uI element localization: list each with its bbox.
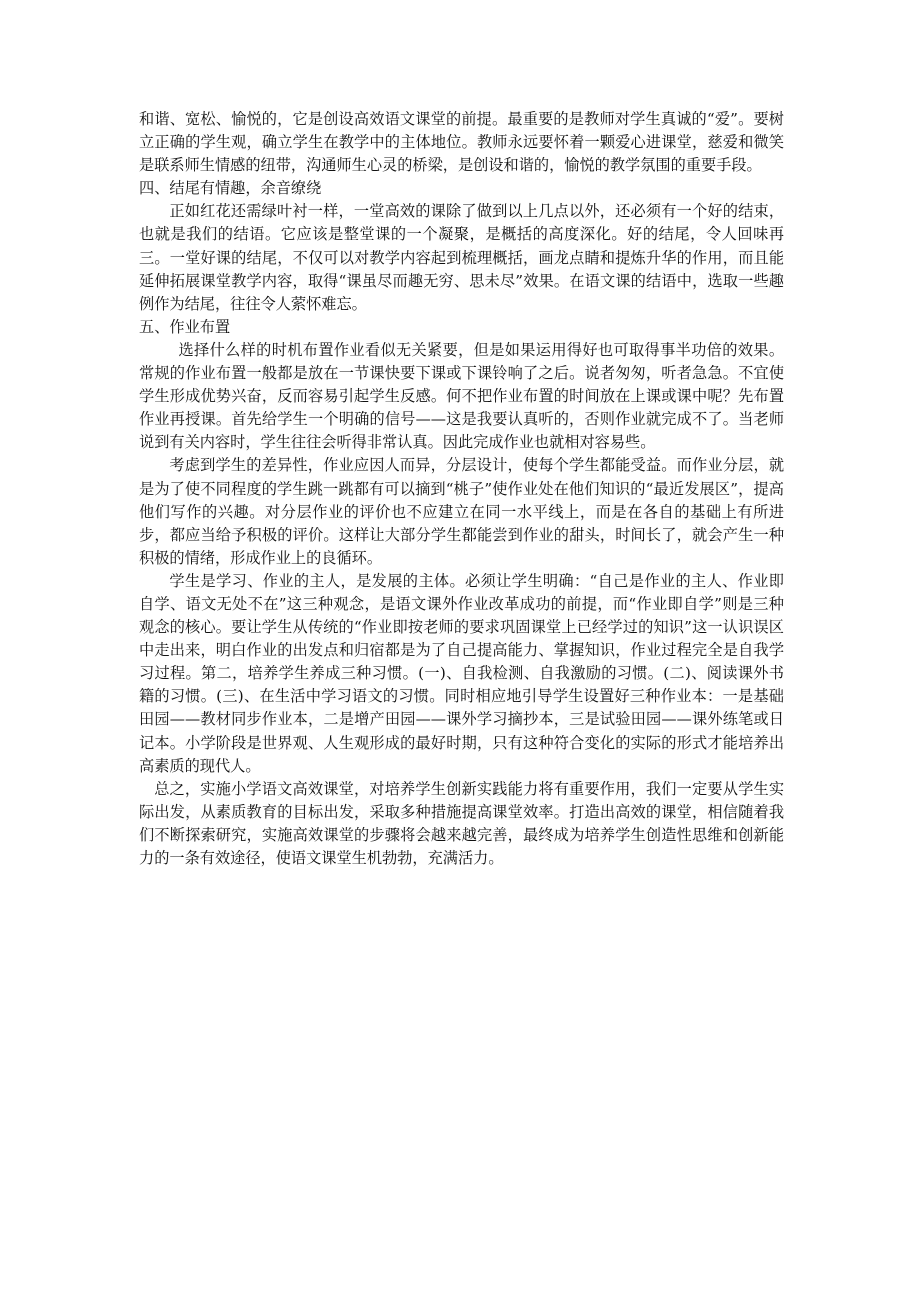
- section-heading-homework: 五、作业布置: [139, 317, 231, 336]
- paragraph-harmony: 和谐、宽松、愉悦的，它是创设高效语文课堂的前提。最重要的是教师对学生真诚的“爱”。要树立正确的学生观，确立学生在教学中的主体地位。教师永远要怀着一颗爱心进课堂，慈爱和微笑是联系师生情感的纽带，沟通师生心灵的桥梁，是创设和谐的，愉悦的教学氛围的重要手段。: [139, 110, 784, 175]
- paragraph-homework-timing: 选择什么样的时机布置作业看似无关紧要，但是如果运用得好也可取得事半功倍的效果。常规的作业布置一般都是放在一节课快要下课或下课铃响了之后。说者匆匆，听者急急。不宜使学生形成优势兴奋，反而容易引起学生反感。何不把作业布置的时间放在上课或课中呢？先布置作业再授课。首先给学生一个明确的信号——这是我要认真听的，否则作业就完成不了。当老师说到有关内容时，学生往往会听得非常认真。因此完成作业也就相对容易些。: [139, 340, 784, 452]
- section-heading-ending: 四、结尾有情趣，余音缭绕: [139, 179, 322, 198]
- paragraph-student-subject: 学生是学习、作业的主人，是发展的主体。必须让学生明确：“自己是作业的主人、作业即自学、语文无处不在”这三种观念，是语文课外作业改革成功的前提，而“作业即自学”则是三种观念的核心。要让学生从传统的“作业即按老师的要求巩固课堂上已经学过的知识”这一认识误区中走出来，明白作业的出发点和归宿都是为了自己提高能力、掌握知识，作业过程完全是自我学习过程。第二，培养学生养成三种习惯。(一)、自我检测、自我激励的习惯。(二)、阅读课外书籍的习惯。(三)、在生活中学习语文的习惯。同时相应地引导学生设置好三种作业本：一是基础田园——教材同步作业本，二是增产田园——课外学习摘抄本，三是试验田园——课外练笔或日记本。小学阶段是世界观、人生观形成的最好时期，只有这种符合变化的实际的形式才能培养出高素质的现代人。: [139, 571, 784, 775]
- document-page: [139, 108, 784, 870]
- paragraph-homework-layering: 考虑到学生的差异性，作业应因人而异，分层设计，使每个学生都能受益。而作业分层，就是为了使不同程度的学生跳一跳都有可以摘到“桃子”使作业处在他们知识的“最近发展区”，提高他们写作的兴趣。对分层作业的评价也不应建立在同一水平线上，而是在各自的基础上有所进步，都应当给予积极的评价。这样让大部分学生都能尝到作业的甜头，时间长了，就会产生一种积极的情绪，形成作业上的良循环。: [139, 456, 784, 567]
- paragraph-conclusion: 总之，实施小学语文高效课堂，对培养学生创新实践能力将有重要作用，我们一定要从学生实际出发，从素质教育的目标出发，采取多种措施提高课堂效率。打造出高效的课堂，相信随着我们不断探索研究，实施高效课堂的步骤将会越来越完善，最终成为培养学生创造性思维和创新能力的一条有效途径，使语文课堂生机勃勃，充满活力。: [139, 779, 784, 867]
- paragraph-ending: 正如红花还需绿叶衬一样，一堂高效的课除了做到以上几点以外，还必须有一个好的结束，也就是我们的结语。它应该是整堂课的一个凝聚，是概括的高度深化。好的结尾，令人回味再三。一堂好课的结尾，不仅可以对教学内容起到梳理概括，画龙点睛和提炼升华的作用，而且能延伸拓展课堂教学内容，取得“课虽尽而趣无穷、思未尽”效果。在语文课的结语中，选取一些趣例作为结尾，往往令人萦怀难忘。: [139, 202, 784, 313]
